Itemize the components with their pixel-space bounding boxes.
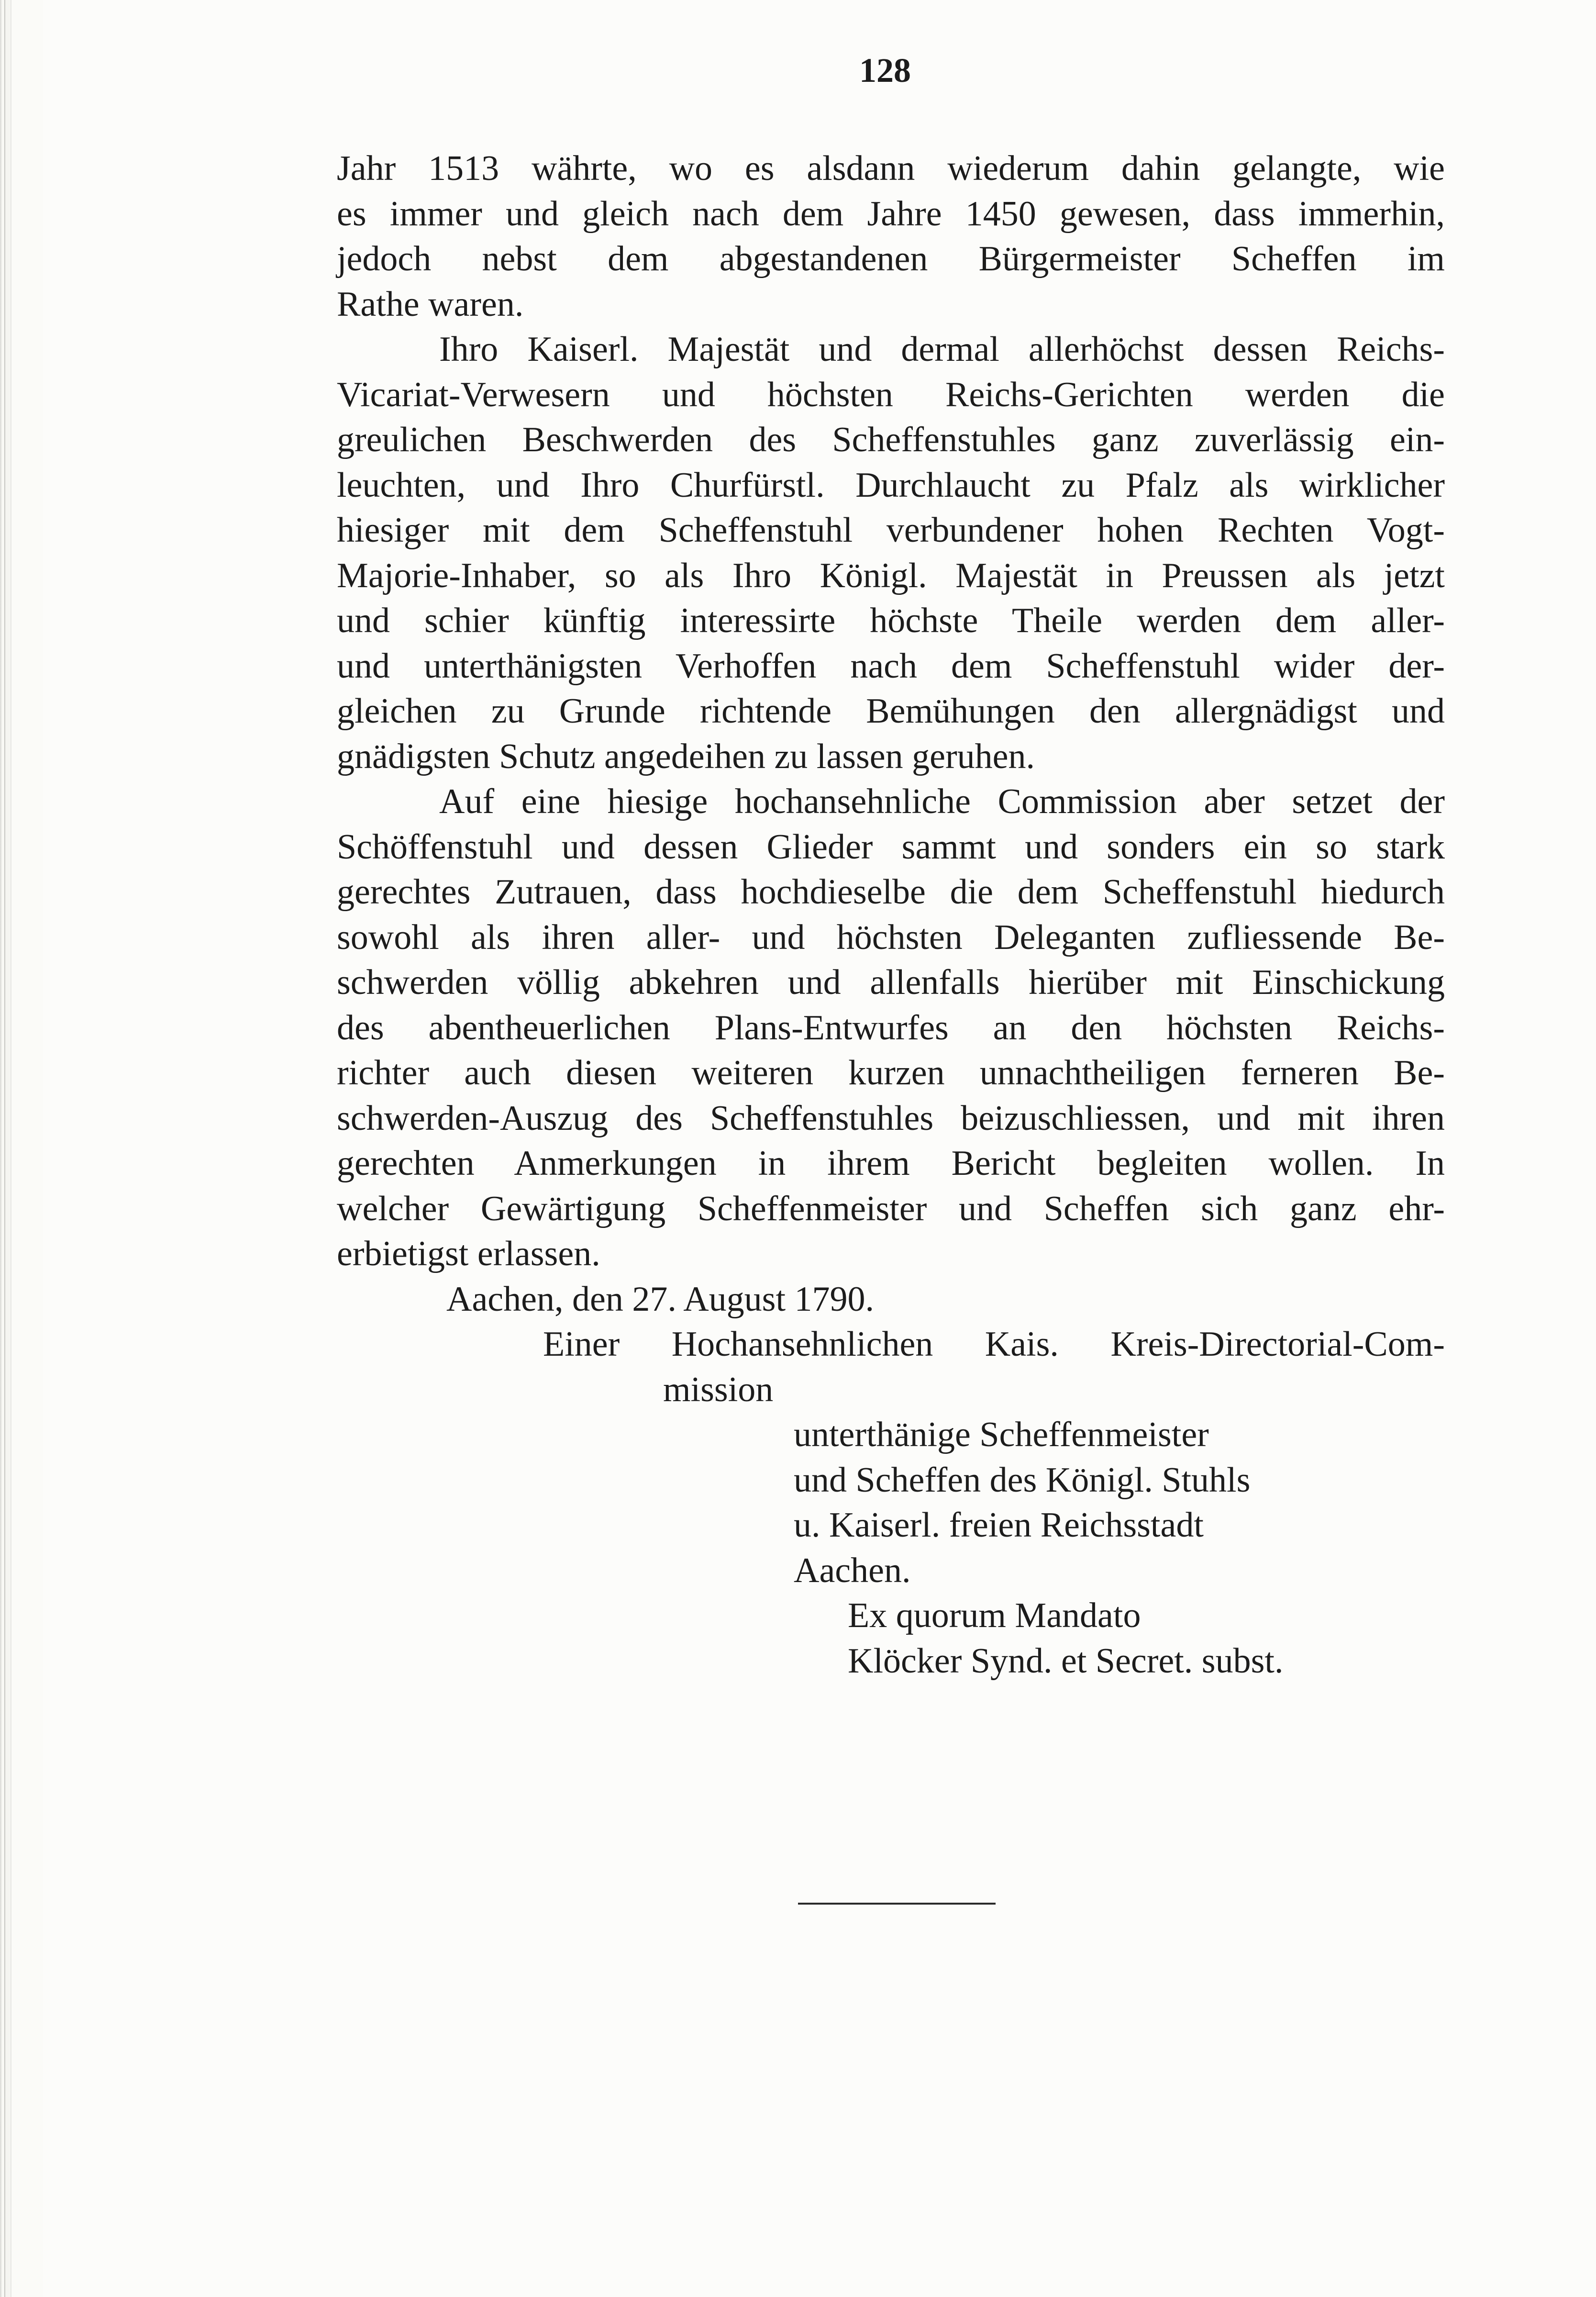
signature-line: Aachen. [794, 1550, 911, 1590]
dateline: Aachen, den 27. August 1790. [446, 1279, 875, 1319]
signature-line: u. Kaiserl. freien Reichsstadt [794, 1505, 1204, 1545]
text-line: und unterthänigsten Verhoffen nach dem Scheffenstuhl wider der- [337, 646, 1445, 686]
text-line: Majorie-Inhaber, so als Ihro Königl. Majestät in Preussen als jetzt [337, 556, 1445, 595]
text-line: Rathe waren. [337, 284, 524, 324]
text-line: gerechten Anmerkungen in ihrem Bericht begleiten wollen. In [337, 1144, 1445, 1183]
text-line: Vicariat-Verwesern und höchsten Reichs-Gerichten werden die [337, 375, 1445, 414]
signature-line: und Scheffen des Königl. Stuhls [794, 1460, 1251, 1500]
text-line: gerechtes Zutrauen, dass hochdieselbe die dem Scheffenstuhl hiedurch [337, 872, 1445, 912]
text-line: jedoch nebst dem abgestandenen Bürgermeister Scheffen im [337, 239, 1445, 279]
text-line: und schier künftig interessirte höchste Theile werden dem aller- [337, 601, 1445, 640]
attestation-line: Klöcker Synd. et Secret. subst. [848, 1641, 1284, 1681]
text-line: richter auch diesen weiteren kurzen unnachtheiligen ferneren Be- [337, 1053, 1445, 1093]
text-line: Jahr 1513 währte, wo es alsdann wiederum dahin gelangte, wie [337, 149, 1445, 188]
text-line: gleichen zu Grunde richtende Bemühungen den allergnädigst und [337, 691, 1445, 731]
text-line: Schöffenstuhl und dessen Glieder sammt und sonders ein so stark [337, 827, 1445, 867]
scan-edge-shadow [0, 0, 43, 2297]
text-line: es immer und gleich nach dem Jahre 1450 gewesen, dass immerhin, [337, 194, 1445, 234]
text-line: sowohl als ihren aller- und höchsten Deleganten zufliessende Be- [337, 917, 1445, 957]
text-line: schwerden völlig abkehren und allenfalls hierüber mit Einschickung [337, 963, 1445, 1002]
address-line: mission [663, 1370, 774, 1409]
text-line: Ihro Kaiserl. Majestät und dermal allerhöchst dessen Reichs- [439, 330, 1445, 369]
text-line: leuchten, und Ihro Churfürstl. Durchlaucht zu Pfalz als wirklicher [337, 465, 1445, 505]
text-line: hiesiger mit dem Scheffenstuhl verbundener hohen Rechten Vogt- [337, 511, 1445, 550]
text-line: erbietigst erlassen. [337, 1234, 600, 1273]
text-line: des abentheuerlichen Plans-Entwurfes an den höchsten Reichs- [337, 1008, 1445, 1048]
text-line: gnädigsten Schutz angedeihen zu lassen geruhen. [337, 736, 1035, 776]
signature-line: unterthänige Scheffenmeister [794, 1415, 1209, 1454]
text-line: greulichen Beschwerden des Scheffenstuhles ganz zuverlässig ein- [337, 420, 1445, 459]
end-rule-divider [798, 1903, 996, 1905]
text-line: schwerden-Auszug des Scheffenstuhles beizuschliessen, und mit ihren [337, 1098, 1445, 1138]
document-body [337, 146, 1445, 1684]
page-number: 128 [859, 51, 911, 89]
text-line: welcher Gewärtigung Scheffenmeister und Scheffen sich ganz ehr- [337, 1189, 1445, 1228]
address-line: Einer Hochansehnlichen Kais. Kreis-Directorial-Com- [543, 1325, 1445, 1364]
text-line: Auf eine hiesige hochansehnliche Commission aber setzet der [439, 782, 1445, 821]
attestation-line: Ex quorum Mandato [848, 1596, 1141, 1635]
